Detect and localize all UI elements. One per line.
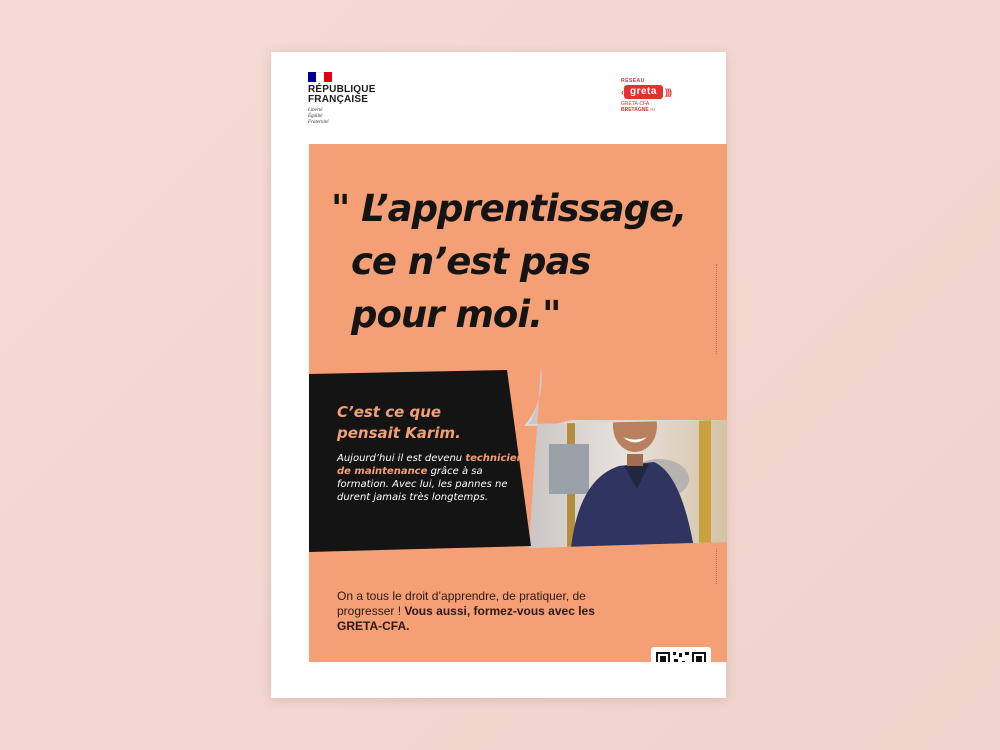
footer-bold: Vous aussi, formez-vous avec les GRETA-CFA. (337, 604, 595, 633)
rf-line1: RÉPUBLIQUE (308, 84, 376, 95)
quote-line-1: " L’apprentissage, (331, 187, 687, 230)
greta-reseau: RÉSEAU (621, 78, 645, 84)
footer-text (337, 589, 607, 634)
greta-name: greta (624, 85, 663, 99)
greta-sub: GRETA-CFA (621, 101, 650, 107)
story-body-before: Aujourd’hui il est devenu (337, 453, 466, 464)
republique-francaise-logo (308, 72, 376, 126)
main-panel (309, 144, 727, 662)
greta-waves-icon: ))) (664, 87, 671, 97)
rf-motto-3: Fraternité (308, 120, 329, 125)
story-body-highlight: technicien de maintenance (337, 453, 524, 477)
greta-region: BRETAGNE ››› (621, 107, 656, 113)
story-body-after: grâce à sa formation. Avec lui, les pannes ne durent jamais très longtemps. (337, 466, 508, 503)
footer-regular: On a tous le droit d’apprendre, de pratiquer, de progresser ! (337, 589, 586, 618)
greta-logo: RÉSEAU ‹ greta ))) GRETA-CFA BRETAGNE ››› (621, 78, 701, 113)
story-title-line-2: pensait Karim. (337, 424, 461, 442)
story-body (337, 452, 537, 504)
quote-line-3: pour moi." (351, 293, 561, 336)
rf-motto-2: Égalité (308, 114, 323, 119)
qr-code-icon (651, 647, 711, 662)
rf-line2: FRANÇAISE (308, 94, 369, 105)
quote-line-2: ce n’est pas (351, 240, 591, 283)
story-title (337, 402, 507, 444)
qr-code[interactable] (651, 647, 711, 662)
poster (271, 52, 726, 698)
french-flag-icon (308, 72, 332, 82)
story-title-line-1: C’est ce que (337, 403, 442, 421)
rf-motto-1: Liberté (308, 108, 323, 113)
